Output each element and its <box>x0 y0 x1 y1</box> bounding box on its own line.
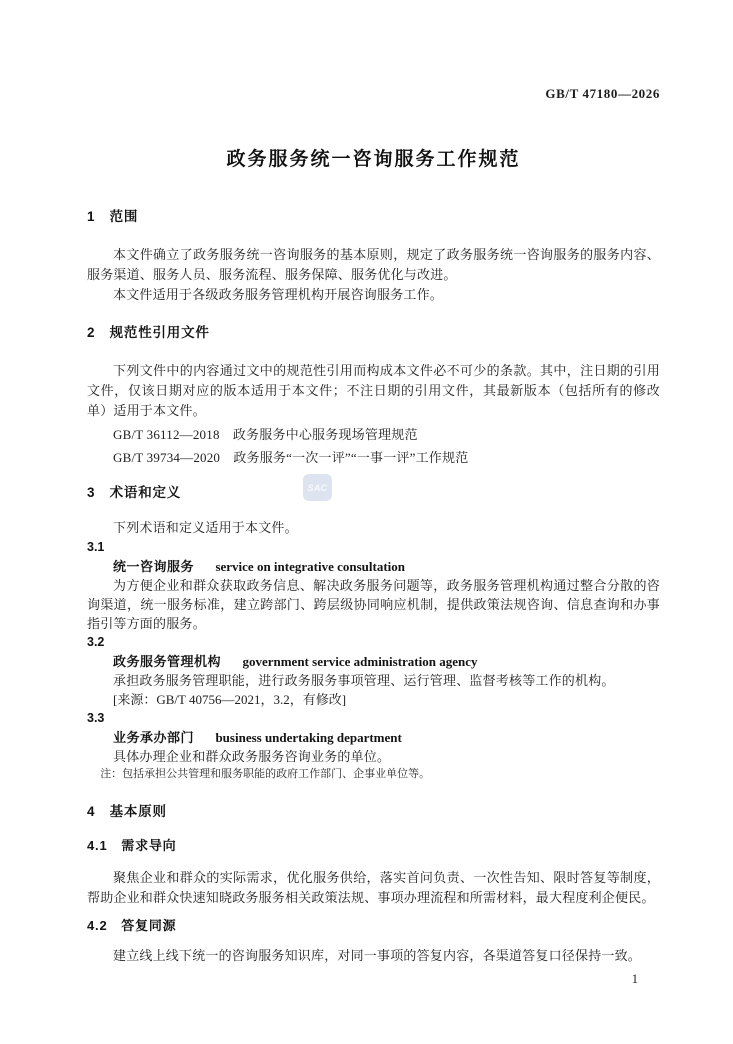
term-definition-3-1: 为方便企业和群众获取政务信息、解决政务服务问题等，政务服务管理机构通过整合分散的咨询渠道，统一服务标准，建立跨部门、跨层级协同响应机制，提供政策法规咨询、信息查询和办事指引等方面的服务。 <box>87 578 660 631</box>
section-1-scope-heading: 1 范围 <box>87 209 139 224</box>
term-zh-3-1: 统一咨询服务 <box>113 559 195 574</box>
section-1-paragraph-2: 本文件适用于各级政务服务管理机构开展咨询服务工作。 <box>113 287 444 302</box>
term-note-3-3: 注：包括承担公共管理和服务职能的政府工作部门、企事业单位等。 <box>100 768 431 780</box>
term-entry-3-2 <box>87 652 660 671</box>
document-header <box>87 0 660 101</box>
term-definition-3-2: 承担政务服务管理职能，进行政务服务事项管理、运行管理、监督考核等工作的机构。 <box>113 673 615 688</box>
sac-watermark-text: SAC <box>307 482 328 493</box>
term-definition-3-3: 具体办理企业和群众政务服务咨询业务的单位。 <box>113 749 391 764</box>
term-zh-3-2: 政务服务管理机构 <box>113 654 222 669</box>
reference-item-2: GB/T 39734—2020 政务服务“一次一评”“一事一评”工作规范 <box>113 450 469 465</box>
term-number-3-2: 3.2 <box>87 635 105 649</box>
term-en-3-3: business undertaking department <box>215 730 402 745</box>
reference-item-1: GB/T 36112—2018 政务服务中心服务现场管理规范 <box>113 427 418 442</box>
section-2-paragraph: 下列文件中的内容通过文中的规范性引用而构成本文件必不可少的条款。其中，注日期的引用文件，仅该日期对应的版本适用于本文件；不注日期的引用文件，其最新版本（包括所有的修改单）适用于本文件。 <box>87 363 660 418</box>
term-zh-3-3: 业务承办部门 <box>113 730 195 745</box>
section-4-principles-heading: 4 基本原则 <box>87 804 167 819</box>
subsection-4-2-paragraph: 建立线上线下统一的咨询服务知识库，对同一事项的答复内容，各渠道答复口径保持一致。 <box>113 948 642 963</box>
page-number: 1 <box>631 972 638 986</box>
section-3-terms-heading: 3 术语和定义 <box>87 485 182 500</box>
subsection-4-1-heading: 4.1 需求导向 <box>87 838 177 853</box>
section-3-intro: 下列术语和定义适用于本文件。 <box>113 520 298 535</box>
term-en-3-1: service on integrative consultation <box>215 559 406 574</box>
subsection-4-1-paragraph: 聚焦企业和群众的实际需求，优化服务供给，落实首问负责、一次性告知、限时答复等制度，帮助企业和群众快速知晓政务服务相关政策法规、事项办理流程和所需材料，最大程度利企便民。 <box>87 870 660 905</box>
document-content <box>87 0 660 987</box>
term-number-3-3: 3.3 <box>87 711 105 725</box>
term-en-3-2: government service administration agency <box>242 654 478 669</box>
term-number-3-1: 3.1 <box>87 540 105 554</box>
standard-number: GB/T 47180—2026 <box>545 86 660 101</box>
term-entry-3-3 <box>87 728 660 747</box>
term-entry-3-1 <box>87 557 660 576</box>
section-1-paragraph-1: 本文件确立了政务服务统一咨询服务的基本原则，规定了政务服务统一咨询服务的服务内容、服务渠道、服务人员、服务流程、服务保障、服务优化与改进。 <box>87 247 660 282</box>
section-2-normative-references-heading: 2 规范性引用文件 <box>87 325 210 340</box>
subsection-4-2-heading: 4.2 答复同源 <box>87 918 177 933</box>
term-source-3-2: [来源：GB/T 40756—2021，3.2，有修改] <box>113 692 347 707</box>
document-title: 政务服务统一咨询服务工作规范 <box>226 149 521 170</box>
